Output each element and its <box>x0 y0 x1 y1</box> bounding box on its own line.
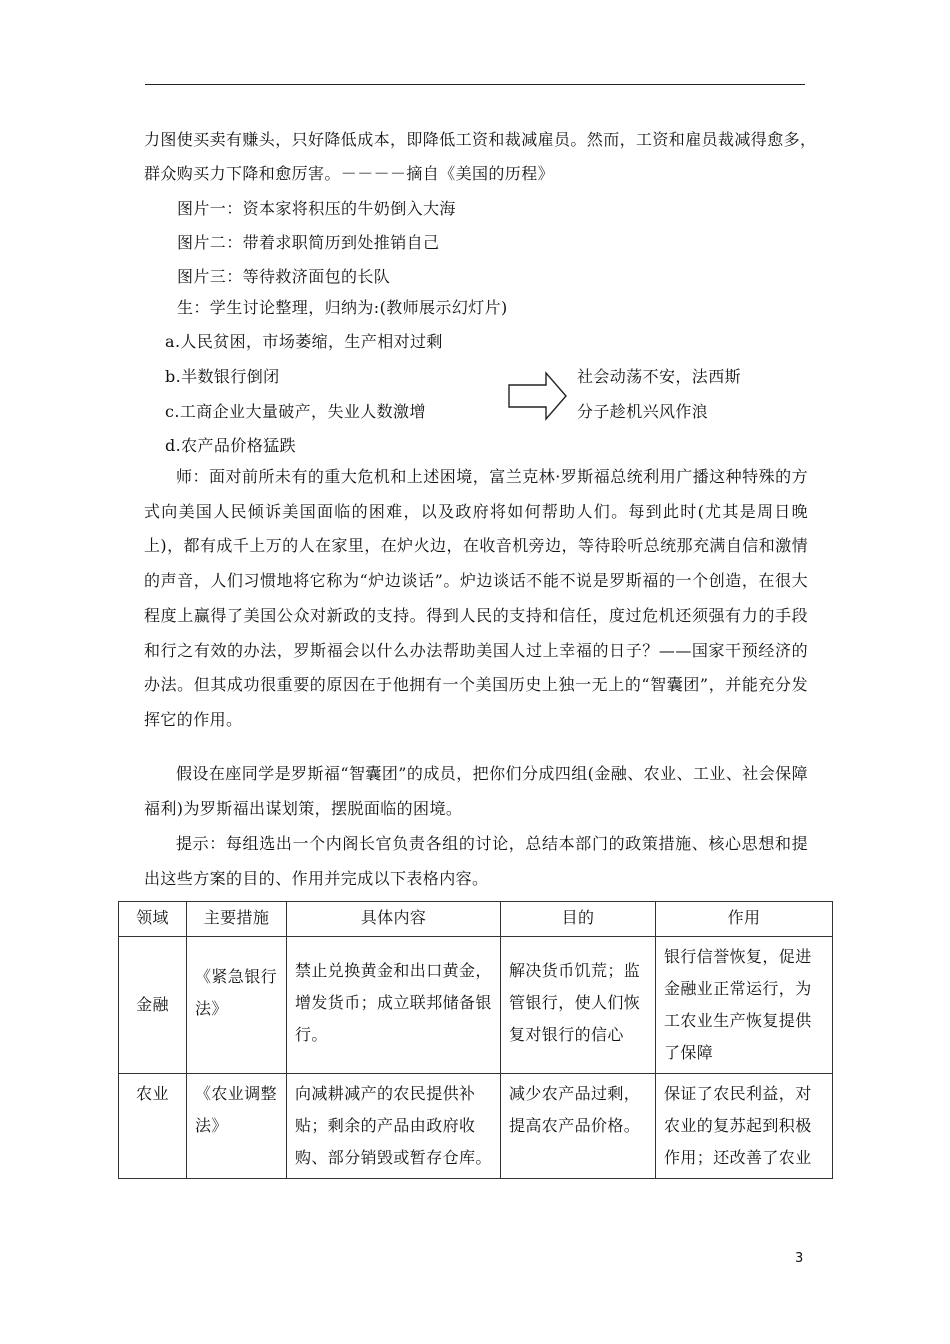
hint-paragraph: 提示：每组选出一个内阁长官负责各组的讨论，总结本部门的政策措施、核心思想和提出这些方案的目的、作用并完成以下表格内容。 <box>144 834 808 888</box>
assume-paragraph: 假设在座同学是罗斯福“智囊团”的成员，把你们分成四组(金融、农业、工业、社会保障福利)为罗斯福出谋划策，摆脱面临的困境。 <box>144 764 808 818</box>
cause-a: a.人民贫困，市场萎缩，生产相对过剩 <box>165 332 443 351</box>
result-line-1: 社会动荡不安，法西斯 <box>577 367 742 386</box>
picture-caption-2: 图片二：带着求职简历到处推销自己 <box>177 233 440 252</box>
table-row <box>119 937 833 1074</box>
teacher-paragraph: 师：面对前所未有的重大危机和上述困境，富兰克林·罗斯福总统利用广播这种特殊的方式向美国人民倾诉美国面临的困难，以及政府将如何帮助人们。每到此时(尤其是周日晚上)，都有成千上万的人在家里，在炉火边，在收音机旁边，等待聆听总统那充满自信和激情的声音，人们习惯地将它称为“炉边谈话”。炉边谈话不能不说是罗斯福的一个创造，在很大程度上赢得了美国公众对新政的支持。得到人民的支持和信任，度过危机还须强有力的手段和行之有效的办法，罗斯福会以什么办法帮助美国人过上幸福的日子？——国家干预经济的办法。但其成功很重要的原因在于他拥有一个美国历史上独一无上的“智囊团”，并能充分发挥它的作用。 <box>144 467 808 729</box>
intro-line-1: 力图使买卖有赚头，只好降低成本，即降低工资和裁减雇员。然而，工资和雇员裁减得愈多， <box>144 130 817 149</box>
row-measure: 《农业调整法》 <box>187 1074 287 1179</box>
header-rule <box>145 84 805 85</box>
cause-d: d.农产品价格猛跌 <box>165 436 296 455</box>
result-line-2: 分子趁机兴风作浪 <box>577 402 709 421</box>
table-row <box>119 1074 833 1179</box>
row-content: 禁止兑换黄金和出口黄金，增发货币；成立联邦储备银行。 <box>287 937 501 1074</box>
row-purpose: 解决货币饥荒；监管银行，使人们恢复对银行的信心 <box>501 937 656 1074</box>
row-content: 向减耕减产的农民提供补贴；剩余的产品由政府收购、部分销毁或暂存仓库。 <box>287 1074 501 1179</box>
picture-caption-3: 图片三：等待救济面包的长队 <box>177 267 391 286</box>
policy-table <box>118 901 833 1179</box>
header-measure: 主要措施 <box>187 902 287 937</box>
row-purpose: 减少农产品过剩，提高农产品价格。 <box>501 1074 656 1179</box>
right-arrow-icon <box>508 371 568 421</box>
row-domain: 金融 <box>119 937 187 1074</box>
row-measure: 《紧急银行法》 <box>187 937 287 1074</box>
header-domain: 领域 <box>119 902 187 937</box>
header-effect: 作用 <box>656 902 833 937</box>
cause-c: c.工商企业大量破产，失业人数激增 <box>165 402 426 421</box>
header-purpose: 目的 <box>501 902 656 937</box>
table-header-row <box>119 902 833 937</box>
row-effect: 银行信誉恢复，促进金融业正常运行，为工农业生产恢复提供了保障 <box>656 937 833 1074</box>
header-content: 具体内容 <box>287 902 501 937</box>
student-summary: 生：学生讨论整理，归纳为:(教师展示幻灯片) <box>177 298 508 317</box>
row-domain: 农业 <box>119 1074 187 1179</box>
picture-caption-1: 图片一：资本家将积压的牛奶倒入大海 <box>177 199 456 218</box>
row-effect: 保证了农民利益，对农业的复苏起到积极作用；还改善了农业 <box>656 1074 833 1179</box>
page-number: 3 <box>795 1251 804 1266</box>
cause-b: b.半数银行倒闭 <box>165 367 280 386</box>
intro-line-2: 群众购买力下降和愈厉害。－－－－摘自《美国的历程》 <box>144 164 555 183</box>
